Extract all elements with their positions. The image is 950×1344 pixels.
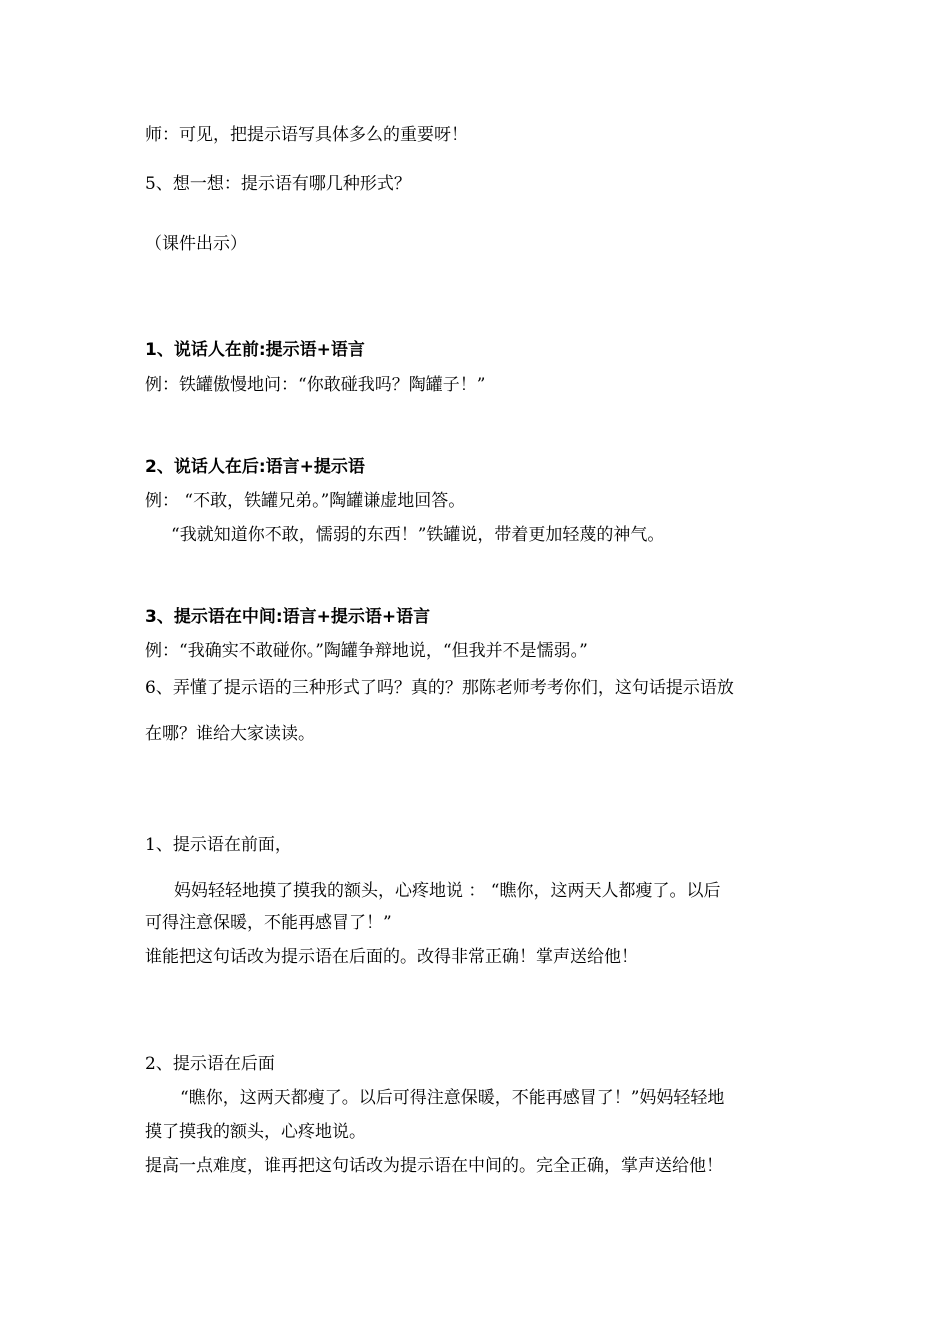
form-1-example: 例：铁罐傲慢地问：“你敢碰我吗？陶罐子！”	[145, 375, 486, 395]
exercise-1-sentence-cont: 可得注意保暖，不能再感冒了！”	[145, 913, 392, 933]
form-2-heading: 2、说话人在后:语言+提示语	[145, 457, 365, 477]
form-3-example: 例：“我确实不敢碰你。”陶罐争辩地说，“但我并不是懦弱。”	[145, 641, 588, 661]
exercise-2-heading: 2、提示语在后面	[145, 1054, 275, 1074]
form-3-heading: 3、提示语在中间:语言+提示语+语言	[145, 607, 431, 627]
form-1-heading: 1、说话人在前:提示语+语言	[145, 340, 365, 360]
teacher-remark: 师：可见，把提示语写具体多么的重要呀！	[145, 125, 468, 145]
form-2-example: 例： “不敢，铁罐兄弟。”陶罐谦虚地回答。	[145, 491, 466, 511]
courseware-note: （课件出示）	[145, 234, 247, 254]
exercise-1-sentence: 妈妈轻轻地摸了摸我的额头，心疼地说 ： “瞧你，这两天人都瘦了。以后	[174, 881, 721, 901]
question-5: 5、想一想：提示语有哪几种形式？	[145, 174, 411, 194]
exercise-1-heading: 1、提示语在前面，	[145, 835, 292, 855]
question-6-cont: 在哪？谁给大家读读。	[145, 724, 315, 744]
exercise-1-prompt: 谁能把这句话改为提示语在后面的。改得非常正确！掌声送给他！	[145, 947, 638, 967]
question-6: 6、弄懂了提示语的三种形式了吗？真的？那陈老师考考你们，这句话提示语放	[145, 678, 734, 698]
exercise-2-sentence-cont: 摸了摸我的额头，心疼地说。	[145, 1122, 366, 1142]
form-2-example-cont: “我就知道你不敢，懦弱的东西！”铁罐说，带着更加轻蔑的神气。	[171, 525, 665, 545]
exercise-2-sentence: “瞧你，这两天都瘦了。以后可得注意保暖，不能再感冒了！”妈妈轻轻地	[180, 1088, 725, 1108]
exercise-2-prompt: 提高一点难度，谁再把这句话改为提示语在中间的。完全正确，掌声送给他！	[145, 1156, 723, 1176]
